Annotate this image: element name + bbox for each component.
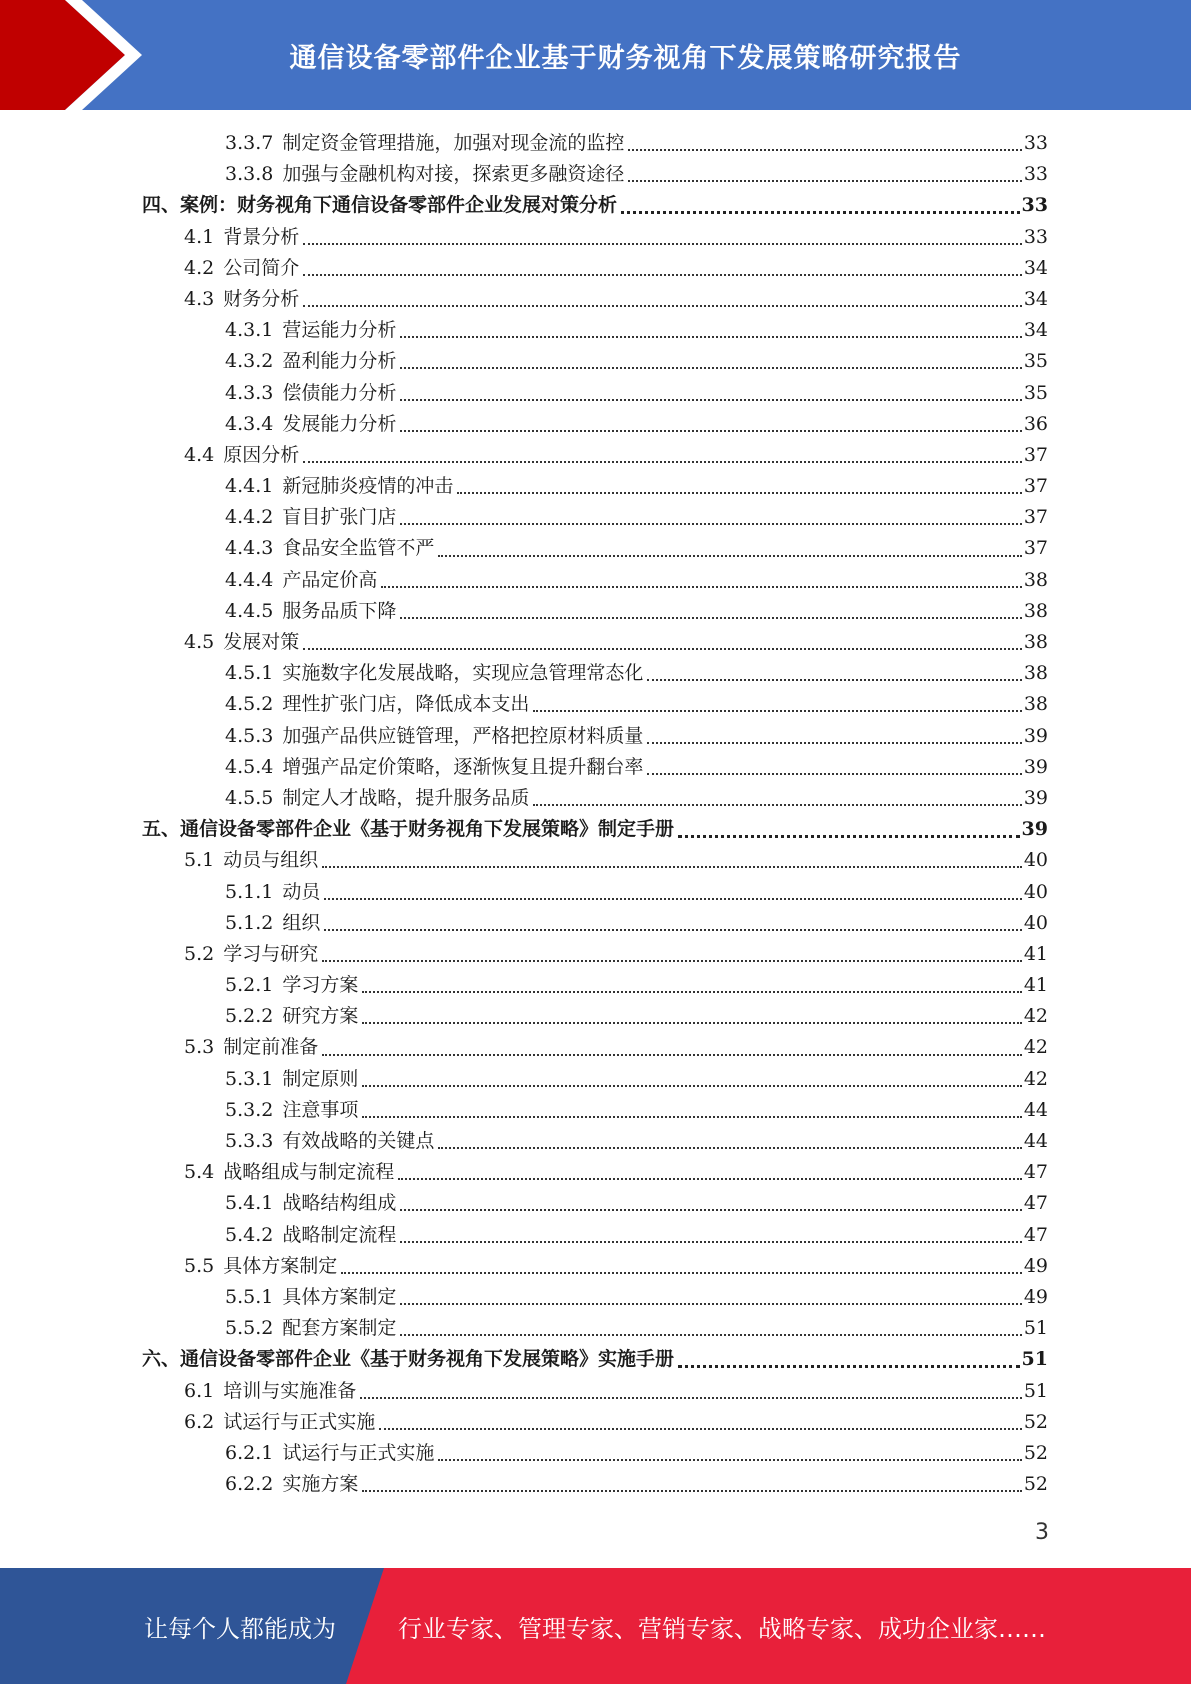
toc-entry-title: 组织 [282,911,321,934]
toc-entry-title: 服务品质下降 [282,599,397,622]
toc-entry-page: 37 [1023,443,1048,466]
toc-entry-page: 37 [1023,506,1048,529]
toc-entry-page: 33 [1023,163,1048,186]
toc-entry-number: 4.3.3 [225,381,274,404]
toc-entry[interactable] [142,627,1048,658]
toc-entry[interactable] [142,502,1048,533]
toc-dot-leader [621,210,1020,214]
toc-entry[interactable] [142,440,1048,471]
toc-dot-leader [400,1333,1021,1336]
toc-dot-leader [628,179,1021,182]
toc-entry-number: 3.3.8 [225,163,274,186]
toc-entry[interactable] [142,315,1048,346]
toc-entry[interactable] [142,721,1048,752]
toc-dot-leader [322,865,1022,868]
toc-entry-number: 4.5.5 [225,786,274,809]
toc-entry[interactable] [142,1438,1048,1469]
toc-entry-page: 38 [1023,568,1048,591]
toc-entry-page: 33 [1023,132,1048,154]
footer-slogan-right: 行业专家、管理专家、营销专家、战略专家、成功企业家…… [398,1614,1046,1643]
toc-dot-leader [381,585,1021,588]
toc-entry-page: 33 [1023,225,1048,248]
toc-entry-page: 39 [1023,786,1048,809]
toc-entry-page: 33 [1021,194,1048,217]
toc-entry-title: 研究方案 [282,1005,359,1028]
toc-entry-title: 盈利能力分析 [282,350,397,373]
toc-entry[interactable] [142,908,1048,939]
toc-entry-page: 44 [1023,1130,1048,1152]
toc-entry[interactable] [142,565,1048,596]
toc-entry-title: 通信设备零部件企业《基于财务视角下发展策略》实施手册 [180,1348,675,1371]
toc-entry-title: 学习方案 [282,974,359,997]
toc-entry-title: 通信设备零部件企业《基于财务视角下发展策略》制定手册 [180,818,675,841]
toc-entry[interactable] [142,190,1048,221]
toc-entry-number: 5.1.2 [225,911,274,934]
toc-entry-number: 4.4.5 [225,599,274,622]
toc-dot-leader [438,1146,1021,1149]
toc-entry[interactable] [142,1344,1048,1375]
toc-entry[interactable] [142,1282,1048,1313]
toc-entry-title: 财务分析 [223,287,300,310]
toc-entry-title: 制定前准备 [223,1036,319,1059]
toc-dot-leader [303,460,1022,463]
toc-dot-leader [400,429,1021,432]
toc-entry-page: 38 [1023,662,1048,685]
toc-entry-title: 产品定价高 [282,568,378,591]
toc-dot-leader [324,928,1021,931]
toc-entry[interactable] [142,284,1048,315]
toc-entry-page: 42 [1023,1005,1048,1028]
toc-entry-page: 52 [1023,1473,1048,1496]
toc-entry-number: 六、 [142,1348,181,1371]
toc-entry[interactable] [142,533,1048,564]
toc-entry-title: 新冠肺炎疫情的冲击 [282,475,454,498]
document-title: 通信设备零部件企业基于财务视角下发展策略研究报告 [289,42,962,74]
toc-entry[interactable] [142,1376,1048,1407]
toc-entry-title: 实施数字化发展战略，实现应急管理常态化 [282,662,644,685]
toc-entry[interactable] [142,1407,1048,1438]
toc-entry-title: 发展能力分析 [282,412,397,435]
toc-entry-number: 4.4 [184,443,215,466]
toc-entry-page: 42 [1023,1036,1048,1059]
toc-entry-title: 动员 [282,880,321,903]
toc-entry-title: 制定原则 [282,1067,359,1090]
toc-entry-title: 战略制定流程 [282,1223,397,1246]
toc-dot-leader [678,1364,1020,1368]
footer-slogan-left: 让每个人都能成为 [144,1614,336,1643]
toc-dot-leader [362,990,1021,993]
toc-dot-leader [362,1021,1021,1024]
toc-entry-number: 4.5.4 [225,755,274,778]
toc-entry[interactable] [142,939,1048,970]
toc-entry-page: 41 [1023,974,1048,997]
toc-entry[interactable] [142,159,1048,190]
toc-entry[interactable] [142,222,1048,253]
toc-entry[interactable] [142,253,1048,284]
toc-entry-title: 案例：财务视角下通信设备零部件企业发展对策分析 [180,194,618,217]
toc-entry-number: 5.1 [184,849,215,872]
toc-entry-title: 实施方案 [282,1473,359,1496]
toc-entry-number: 5.3.1 [225,1067,274,1090]
toc-entry[interactable] [142,1032,1048,1063]
toc-dot-leader [400,335,1021,338]
toc-entry-number: 4.5.3 [225,724,274,747]
toc-entry-title: 试运行与正式实施 [223,1410,376,1433]
toc-entry-page: 38 [1023,599,1048,622]
page-header [0,0,1191,110]
toc-entry-number: 4.3.2 [225,350,274,373]
page-footer [0,1568,1191,1684]
toc-entry[interactable] [142,1064,1048,1095]
toc-entry-title: 加强产品供应链管理，严格把控原材料质量 [282,724,644,747]
toc-entry-title: 理性扩张门店，降低成本支出 [282,693,530,716]
toc-entry[interactable] [142,1251,1048,1282]
toc-entry-page: 39 [1021,818,1048,841]
toc-entry-number: 5.2 [184,942,215,965]
toc-entry[interactable] [142,596,1048,627]
toc-entry-page: 41 [1023,942,1048,965]
toc-entry-page: 37 [1023,537,1048,560]
toc-dot-leader [341,1271,1022,1274]
toc-entry-page: 40 [1023,880,1048,903]
toc-entry-number: 5.4 [184,1161,215,1184]
toc-entry-number: 6.2.1 [225,1441,274,1464]
toc-entry-number: 4.4.1 [225,475,274,498]
toc-entry-number: 4.5.1 [225,662,274,685]
toc-entry-page: 34 [1023,256,1048,279]
toc-entry[interactable] [142,1220,1048,1251]
toc-entry[interactable] [142,128,1048,159]
toc-entry[interactable] [142,783,1048,814]
toc-entry-number: 5.3 [184,1036,215,1059]
toc-dot-leader [362,1489,1021,1492]
toc-dot-leader [324,897,1021,900]
toc-dot-leader [362,1115,1021,1118]
toc-entry-number: 4.4.2 [225,506,274,529]
toc-entry-title: 背景分析 [223,225,300,248]
toc-entry-title: 配套方案制定 [282,1317,397,1340]
toc-entry-number: 5.2.1 [225,974,274,997]
toc-dot-leader [400,1302,1021,1305]
toc-entry-number: 3.3.7 [225,132,274,154]
toc-dot-leader [360,1396,1022,1399]
toc-entry-page: 35 [1023,381,1048,404]
toc-entry-title: 发展对策 [223,631,300,653]
toc-entry-title: 具体方案制定 [282,1285,397,1308]
toc-entry-number: 5.5 [184,1254,215,1277]
toc-dot-leader [400,616,1021,619]
toc-entry-number: 4.4.4 [225,568,274,591]
toc-entry-page: 51 [1023,1317,1048,1340]
toc-entry-page: 38 [1023,631,1048,653]
toc-entry-title: 战略组成与制定流程 [223,1161,395,1184]
toc-dot-leader [398,1177,1022,1180]
toc-dot-leader [322,959,1022,962]
toc-entry-number: 5.2.2 [225,1005,274,1028]
toc-entry[interactable] [142,752,1048,783]
toc-entry-title: 注意事项 [282,1098,359,1121]
toc-dot-leader [379,1427,1022,1430]
toc-entry-number: 4.5 [184,631,215,653]
toc-dot-leader [400,522,1021,525]
toc-entry[interactable] [142,1095,1048,1126]
toc-entry-title: 加强与金融机构对接，探索更多融资途径 [282,163,625,186]
toc-dot-leader [362,1084,1021,1087]
toc-entry-page: 47 [1023,1192,1048,1215]
toc-entry-title: 制定人才战略，提升服务品质 [282,786,530,809]
toc-dot-leader [533,803,1021,806]
toc-dot-leader [303,273,1022,276]
toc-entry-page: 42 [1023,1067,1048,1090]
toc-entry-title: 公司简介 [223,256,300,279]
toc-entry[interactable] [142,814,1048,845]
toc-entry[interactable] [142,970,1048,1001]
toc-entry-page: 37 [1023,475,1048,498]
toc-entry[interactable] [142,689,1048,720]
toc-dot-leader [303,242,1022,245]
toc-entry-page: 52 [1023,1410,1048,1433]
toc-entry-number: 5.4.1 [225,1192,274,1215]
toc-dot-leader [647,678,1021,681]
toc-entry-number: 4.5.2 [225,693,274,716]
toc-entry-title: 偿债能力分析 [282,381,397,404]
toc-dot-leader [438,1458,1021,1461]
toc-entry-page: 39 [1023,724,1048,747]
toc-entry-number: 5.4.2 [225,1223,274,1246]
toc-entry-title: 具体方案制定 [223,1254,338,1277]
toc-entry-number: 5.1.1 [225,880,274,903]
toc-dot-leader [438,554,1021,557]
toc-entry[interactable] [142,845,1048,876]
toc-dot-leader [303,304,1022,307]
toc-dot-leader [647,772,1021,775]
toc-entry[interactable] [142,1188,1048,1219]
toc-entry-page: 51 [1021,1348,1048,1371]
page-number: 3 [1035,1520,1049,1545]
toc-entry-number: 5.5.2 [225,1317,274,1340]
toc-entry-title: 制定资金管理措施，加强对现金流的监控 [282,132,625,154]
toc-entry-title: 原因分析 [223,443,300,466]
toc-entry-page: 52 [1023,1441,1048,1464]
toc-entry-number: 5.3.2 [225,1098,274,1121]
toc-dot-leader [628,148,1021,151]
toc-entry-title: 食品安全监管不严 [282,537,435,560]
toc-dot-leader [647,741,1021,744]
toc-entry[interactable] [142,409,1048,440]
toc-entry[interactable] [142,1126,1048,1157]
toc-dot-leader [400,366,1021,369]
toc-entry-page: 36 [1023,412,1048,435]
toc-entry-number: 6.2 [184,1410,215,1433]
toc-entry-page: 47 [1023,1223,1048,1246]
toc-entry-number: 5.3.3 [225,1130,274,1152]
toc-entry[interactable] [142,378,1048,409]
toc-entry-number: 4.3 [184,287,215,310]
toc-entry-title: 培训与实施准备 [223,1379,357,1402]
toc-entry-title: 营运能力分析 [282,319,397,342]
toc-entry-number: 5.5.1 [225,1285,274,1308]
header-arrow-decoration [0,0,160,110]
toc-entry-page: 40 [1023,911,1048,934]
toc-entry-title: 学习与研究 [223,942,319,965]
toc-entry-number: 四、 [142,194,181,217]
toc-entry[interactable] [142,877,1048,908]
toc-entry-number: 4.1 [184,225,215,248]
toc-entry-title: 试运行与正式实施 [282,1441,435,1464]
toc-entry-title: 盲目扩张门店 [282,506,397,529]
toc-entry-page: 34 [1023,319,1048,342]
toc-entry-title: 战略结构组成 [282,1192,397,1215]
toc-dot-leader [533,709,1021,712]
toc-entry[interactable] [142,658,1048,689]
toc-entry-number: 4.3.1 [225,319,274,342]
toc-entry-page: 35 [1023,350,1048,373]
toc-dot-leader [322,1053,1022,1056]
toc-entry-number: 6.1 [184,1379,215,1402]
toc-dot-leader [400,1208,1021,1211]
toc-entry[interactable] [142,346,1048,377]
toc-entry[interactable] [142,1157,1048,1188]
toc-entry-page: 39 [1023,755,1048,778]
toc-entry-page: 49 [1023,1254,1048,1277]
toc-entry[interactable] [142,471,1048,502]
toc-entry-page: 40 [1023,849,1048,872]
toc-entry-title: 有效战略的关键点 [282,1130,435,1152]
toc-entry-page: 47 [1023,1161,1048,1184]
toc-entry-page: 44 [1023,1098,1048,1121]
table-of-contents [142,128,1048,1500]
toc-entry-number: 6.2.2 [225,1473,274,1496]
toc-entry-title: 增强产品定价策略，逐渐恢复且提升翻台率 [282,755,644,778]
toc-dot-leader [303,647,1022,650]
toc-entry-number: 五、 [142,818,181,841]
toc-dot-leader [400,1240,1021,1243]
toc-entry[interactable] [142,1313,1048,1344]
toc-entry-number: 4.2 [184,256,215,279]
toc-entry[interactable] [142,1469,1048,1500]
toc-entry-number: 4.3.4 [225,412,274,435]
toc-entry-page: 38 [1023,693,1048,716]
toc-entry-page: 34 [1023,287,1048,310]
toc-dot-leader [678,834,1020,838]
toc-entry-title: 动员与组织 [223,849,319,872]
toc-dot-leader [400,398,1021,401]
toc-entry[interactable] [142,1001,1048,1032]
toc-dot-leader [457,491,1021,494]
toc-entry-page: 51 [1023,1379,1048,1402]
toc-entry-page: 49 [1023,1285,1048,1308]
toc-entry-number: 4.4.3 [225,537,274,560]
